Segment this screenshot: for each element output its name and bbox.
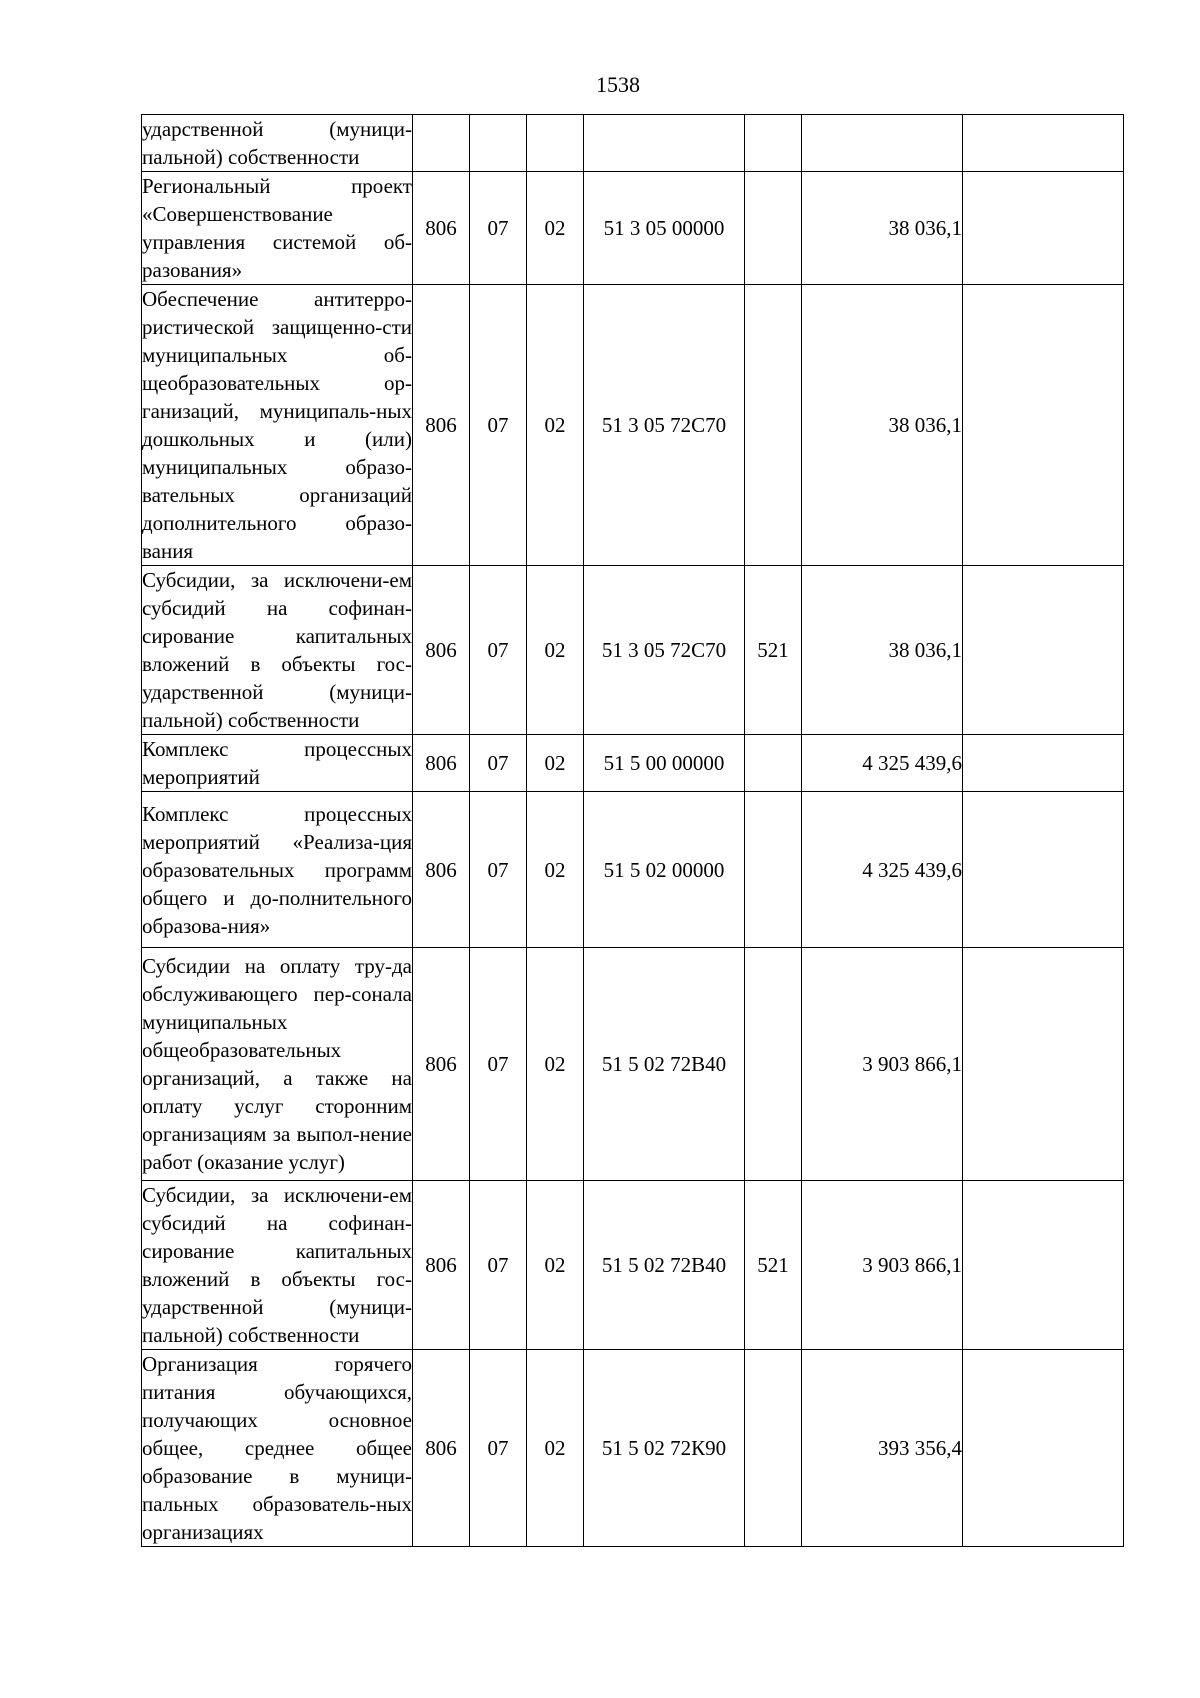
row-name-cell: Субсидии, за исключени-ем субсидий на софинан-сирование капитальных вложений в объекты гос-ударственной (муници-пальной) собственности: [142, 1181, 413, 1350]
expense-type-cell: [745, 948, 802, 1181]
row-name-cell: Субсидии, за исключени-ем субсидий на софинан-сирование капитальных вложений в объекты гос-ударственной (муници-пальной) собственности: [142, 566, 413, 735]
amount-cell: [802, 115, 963, 172]
section-code-cell: 07: [470, 792, 527, 948]
subsection-code-cell: 02: [527, 735, 584, 792]
gr-code-cell: 806: [413, 735, 470, 792]
subsection-code-cell: 02: [527, 566, 584, 735]
subsection-code-cell: 02: [527, 1181, 584, 1350]
table-row: [142, 735, 1124, 792]
extra-cell: [963, 735, 1124, 792]
row-name-cell: Субсидии на оплату тру-да обслуживающего пер-сонала муниципальных общеобразовательных организаций, а также на оплату услуг сторонним организациям за выпол-нение работ (оказание услуг): [142, 948, 413, 1181]
gr-code-cell: [413, 115, 470, 172]
section-code-cell: [470, 115, 527, 172]
target-article-cell: 51 3 05 72С70: [584, 285, 745, 566]
table-row: [142, 1350, 1124, 1547]
gr-code-cell: 806: [413, 1350, 470, 1547]
target-article-cell: 51 3 05 72С70: [584, 566, 745, 735]
row-name-cell: Обеспечение антитерро-ристической защищенно-сти муниципальных об-щеобразовательных ор-ганизаций, муниципаль-ных дошкольных и (или) муниципальных образо-вательных организаций дополнительного образо-вания: [142, 285, 413, 566]
amount-cell: 4 325 439,6: [802, 735, 963, 792]
table-row: [142, 1181, 1124, 1350]
budget-table: [141, 114, 1124, 1547]
section-code-cell: 07: [470, 735, 527, 792]
row-name-cell: Комплекс процессных мероприятий «Реализа-ция образовательных программ общего и до-полнительного образова-ния»: [142, 792, 413, 948]
table-body: [142, 115, 1124, 1547]
extra-cell: [963, 566, 1124, 735]
extra-cell: [963, 792, 1124, 948]
table-row: [142, 115, 1124, 172]
table-row: [142, 285, 1124, 566]
target-article-cell: 51 5 02 72В40: [584, 1181, 745, 1350]
table-row: [142, 792, 1124, 948]
target-article-cell: 51 5 02 72В40: [584, 948, 745, 1181]
gr-code-cell: 806: [413, 948, 470, 1181]
gr-code-cell: 806: [413, 172, 470, 285]
extra-cell: [963, 1350, 1124, 1547]
expense-type-cell: 521: [745, 566, 802, 735]
expense-type-cell: [745, 172, 802, 285]
amount-cell: 3 903 866,1: [802, 1181, 963, 1350]
table-row: [142, 948, 1124, 1181]
section-code-cell: 07: [470, 1350, 527, 1547]
amount-cell: 393 356,4: [802, 1350, 963, 1547]
extra-cell: [963, 1181, 1124, 1350]
gr-code-cell: 806: [413, 1181, 470, 1350]
target-article-cell: 51 5 02 00000: [584, 792, 745, 948]
section-code-cell: 07: [470, 948, 527, 1181]
subsection-code-cell: 02: [527, 285, 584, 566]
row-name-cell: ударственной (муници-пальной) собственности: [142, 115, 413, 172]
gr-code-cell: 806: [413, 285, 470, 566]
section-code-cell: 07: [470, 566, 527, 735]
gr-code-cell: 806: [413, 566, 470, 735]
page-number: 1538: [596, 72, 640, 97]
extra-cell: [963, 285, 1124, 566]
section-code-cell: 07: [470, 172, 527, 285]
table-row: [142, 566, 1124, 735]
row-name-cell: Комплекс процессных мероприятий: [142, 735, 413, 792]
table-row: [142, 172, 1124, 285]
amount-cell: 38 036,1: [802, 566, 963, 735]
gr-code-cell: 806: [413, 792, 470, 948]
section-code-cell: 07: [470, 1181, 527, 1350]
amount-cell: 38 036,1: [802, 172, 963, 285]
expense-type-cell: 521: [745, 1181, 802, 1350]
section-code-cell: 07: [470, 285, 527, 566]
subsection-code-cell: 02: [527, 792, 584, 948]
expense-type-cell: [745, 115, 802, 172]
extra-cell: [963, 115, 1124, 172]
expense-type-cell: [745, 735, 802, 792]
subsection-code-cell: 02: [527, 1350, 584, 1547]
amount-cell: 3 903 866,1: [802, 948, 963, 1181]
expense-type-cell: [745, 1350, 802, 1547]
subsection-code-cell: 02: [527, 948, 584, 1181]
expense-type-cell: [745, 792, 802, 948]
row-name-cell: Организация горячего питания обучающихся, получающих основное общее, среднее общее образование в муници-пальных образователь-ных организациях: [142, 1350, 413, 1547]
row-name-cell: Региональный проект «Совершенствование управления системой об-разования»: [142, 172, 413, 285]
extra-cell: [963, 172, 1124, 285]
target-article-cell: [584, 115, 745, 172]
expense-type-cell: [745, 285, 802, 566]
target-article-cell: 51 3 05 00000: [584, 172, 745, 285]
amount-cell: 38 036,1: [802, 285, 963, 566]
target-article-cell: 51 5 00 00000: [584, 735, 745, 792]
amount-cell: 4 325 439,6: [802, 792, 963, 948]
target-article-cell: 51 5 02 72К90: [584, 1350, 745, 1547]
subsection-code-cell: [527, 115, 584, 172]
extra-cell: [963, 948, 1124, 1181]
subsection-code-cell: 02: [527, 172, 584, 285]
